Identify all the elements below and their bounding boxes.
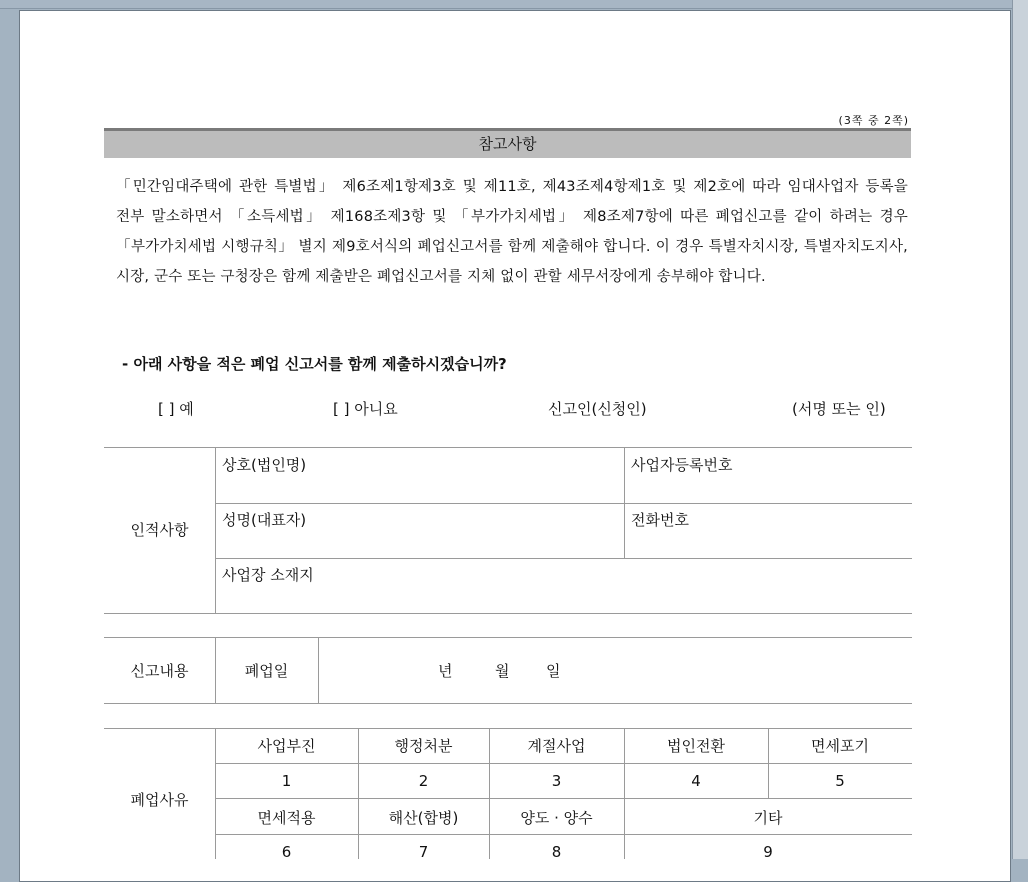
table-border — [318, 637, 319, 703]
reasons-section-label: 폐업사유 — [130, 791, 189, 809]
reason-label: 사업부진 — [257, 737, 316, 755]
section-title: 참고사항 — [104, 128, 911, 158]
table-border — [215, 798, 912, 799]
table-border — [104, 637, 912, 638]
reason-code[interactable]: 2 — [418, 772, 429, 790]
reason-code[interactable]: 4 — [691, 772, 701, 790]
signature-label: (서명 또는 인) — [792, 400, 886, 418]
company-name-field[interactable]: 상호(법인명) — [222, 456, 307, 474]
table-border — [104, 447, 912, 448]
biz-reg-no-field[interactable]: 사업자등록번호 — [631, 456, 733, 474]
table-border — [215, 834, 912, 835]
reason-code[interactable]: 8 — [551, 843, 562, 861]
reason-code[interactable]: 6 — [281, 843, 292, 861]
reason-label: 행정처분 — [394, 737, 453, 755]
table-border — [104, 613, 912, 614]
answer-yes-checkbox[interactable]: [ ] 예 — [158, 400, 194, 418]
viewer-top-bar — [0, 0, 1028, 9]
phone-field[interactable]: 전화번호 — [631, 511, 689, 529]
personal-section-label: 인적사항 — [130, 521, 189, 539]
closure-date-label: 폐업일 — [244, 662, 289, 680]
reason-label: 양도 · 양수 — [520, 809, 593, 827]
year-label[interactable]: 년 — [438, 662, 453, 680]
reason-code[interactable]: 9 — [763, 843, 773, 861]
month-label[interactable]: 월 — [495, 662, 510, 680]
table-border — [215, 447, 216, 613]
reason-label: 법인전환 — [667, 737, 725, 755]
day-label[interactable]: 일 — [546, 662, 561, 680]
viewer-scrollbar[interactable] — [1012, 0, 1028, 859]
table-border — [215, 558, 912, 559]
reason-label: 면세적용 — [257, 809, 316, 827]
reason-label: 면세포기 — [811, 737, 869, 755]
reference-paragraph: 「민간임대주택에 관한 특별법」 제6조제1항제3호 및 제11호, 제43조제4항제1호 및 제2호에 따라 임대사업자 등록을 전부 말소하면서 「소득세법」 제168조제3항 및 「부가가치세법」 제8조제7항에 따른 폐업신고를 같이 하려는 경우 「부가가치세법 시행규칙」 별지 제9호서식의 폐업신고서를 함께 제출해야 합니다. 이 경우 특별자치시장, 특별자치도지사, 시장, 군수 또는 구청장은 함께 제출받은 폐업신고서를 지체 없이 관할 세무서장에게 송부해야 합니다. — [116, 179, 908, 285]
table-border — [104, 703, 912, 704]
closure-question: - 아래 사항을 적은 폐업 신고서를 함께 제출하시겠습니까? — [122, 355, 507, 373]
table-border — [215, 503, 912, 504]
reason-code[interactable]: 5 — [835, 772, 845, 790]
table-border — [104, 728, 912, 729]
reporter-label: 신고인(신청인) — [548, 400, 647, 418]
rep-name-field[interactable]: 성명(대표자) — [222, 511, 307, 529]
answer-no-checkbox[interactable]: [ ] 아니요 — [333, 400, 398, 418]
reason-label: 기타 — [753, 809, 783, 827]
reason-label: 해산(합병) — [388, 809, 459, 827]
reason-label: 계절사업 — [527, 737, 586, 755]
report-section-label: 신고내용 — [130, 662, 189, 680]
table-border — [624, 447, 625, 558]
table-border — [215, 763, 912, 764]
page-reference: (3쪽 중 2쪽) — [838, 114, 909, 127]
reason-code[interactable]: 1 — [281, 772, 292, 790]
reason-code[interactable]: 7 — [418, 843, 429, 861]
address-field[interactable]: 사업장 소재지 — [222, 566, 314, 584]
reason-code[interactable]: 3 — [551, 772, 562, 790]
